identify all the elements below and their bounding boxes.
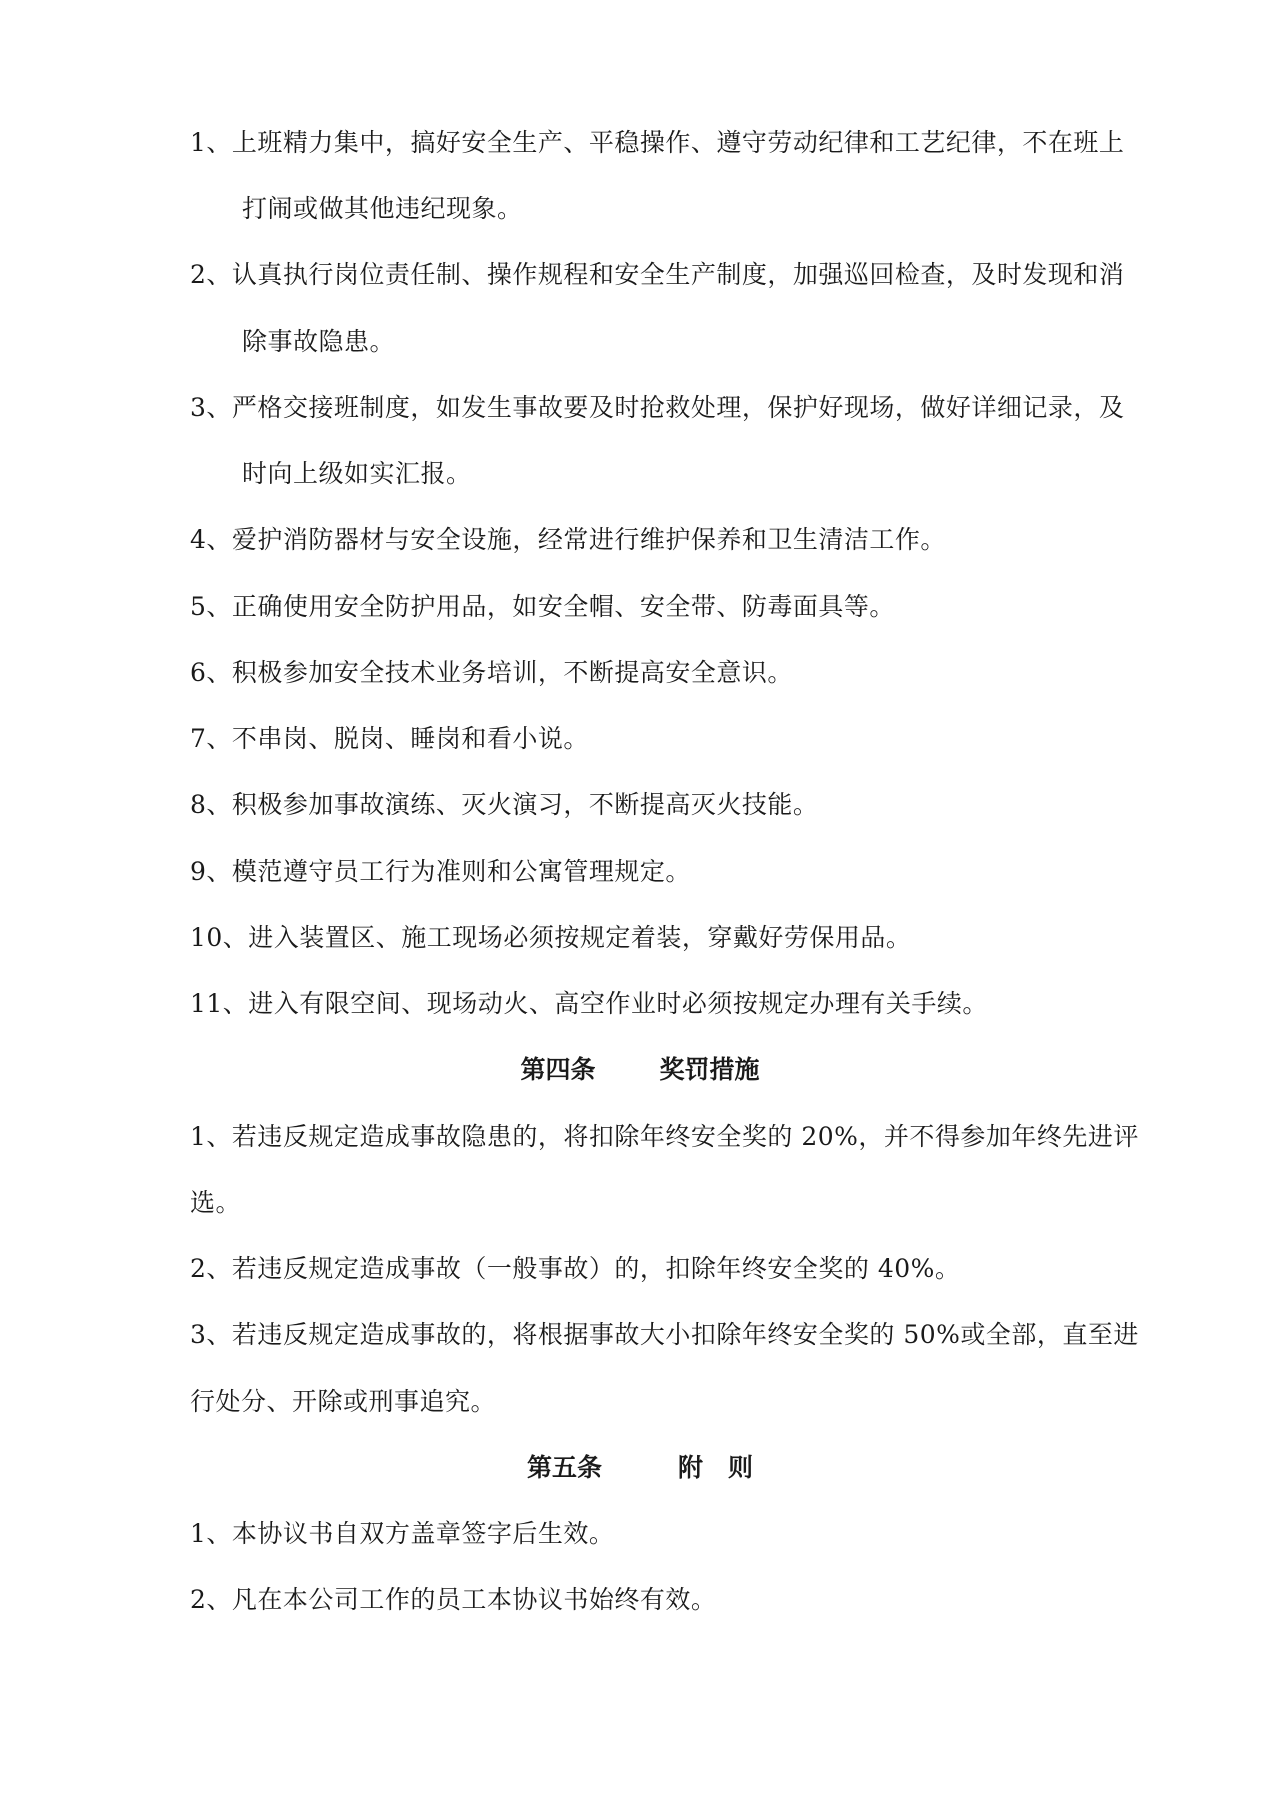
section-heading-5 [0, 1451, 1280, 1485]
rule-item-3-cont: 时向上级如实汇报。 [242, 459, 472, 488]
rule-item-10: 10、进入装置区、施工现场必须按规定着装，穿戴好劳保用品。 [190, 923, 912, 952]
section-heading-4 [0, 1053, 1280, 1087]
penalty-item-1-cont: 选。 [190, 1188, 242, 1217]
rule-item-8: 8、积极参加事故演练、灭火演习，不断提高灭火技能。 [190, 790, 819, 819]
section-number: 第五条 [526, 1453, 602, 1482]
rule-item-1: 1、上班精力集中，搞好安全生产、平稳操作、遵守劳动纪律和工艺纪律，不在班上 [190, 128, 1125, 157]
rule-item-1-cont: 打闹或做其他违纪现象。 [242, 194, 523, 223]
appendix-item-1: 1、本协议书自双方盖章签字后生效。 [190, 1519, 615, 1548]
rule-item-9: 9、模范遵守员工行为准则和公寓管理规定。 [190, 857, 691, 886]
rule-item-3: 3、严格交接班制度，如发生事故要及时抢救处理，保护好现场，做好详细记录，及 [190, 393, 1125, 422]
section-title: 奖罚措施 [659, 1055, 760, 1084]
rule-item-11: 11、进入有限空间、现场动火、高空作业时必须按规定办理有关手续。 [190, 989, 988, 1018]
rule-item-5: 5、正确使用安全防护用品，如安全帽、安全带、防毒面具等。 [190, 592, 895, 621]
rule-item-2: 2、认真执行岗位责任制、操作规程和安全生产制度，加强巡回检查，及时发现和消 [190, 260, 1125, 289]
appendix-item-2: 2、凡在本公司工作的员工本协议书始终有效。 [190, 1585, 717, 1614]
section-number: 第四条 [520, 1055, 596, 1084]
penalty-item-3-cont: 行处分、开除或刑事追究。 [190, 1387, 497, 1416]
rule-item-6: 6、积极参加安全技术业务培训，不断提高安全意识。 [190, 658, 793, 687]
rule-item-4: 4、爱护消防器材与安全设施，经常进行维护保养和卫生清洁工作。 [190, 525, 946, 554]
penalty-item-1: 1、若违反规定造成事故隐患的，将扣除年终安全奖的 20%，并不得参加年终先进评 [190, 1122, 1139, 1151]
penalty-item-2: 2、若违反规定造成事故（一般事故）的，扣除年终安全奖的 40%。 [190, 1254, 961, 1283]
rule-item-2-cont: 除事故隐患。 [242, 327, 396, 356]
section-title: 附 则 [678, 1453, 754, 1482]
rule-item-7: 7、不串岗、脱岗、睡岗和看小说。 [190, 724, 589, 753]
penalty-item-3: 3、若违反规定造成事故的，将根据事故大小扣除年终安全奖的 50%或全部，直至进 [190, 1320, 1139, 1349]
